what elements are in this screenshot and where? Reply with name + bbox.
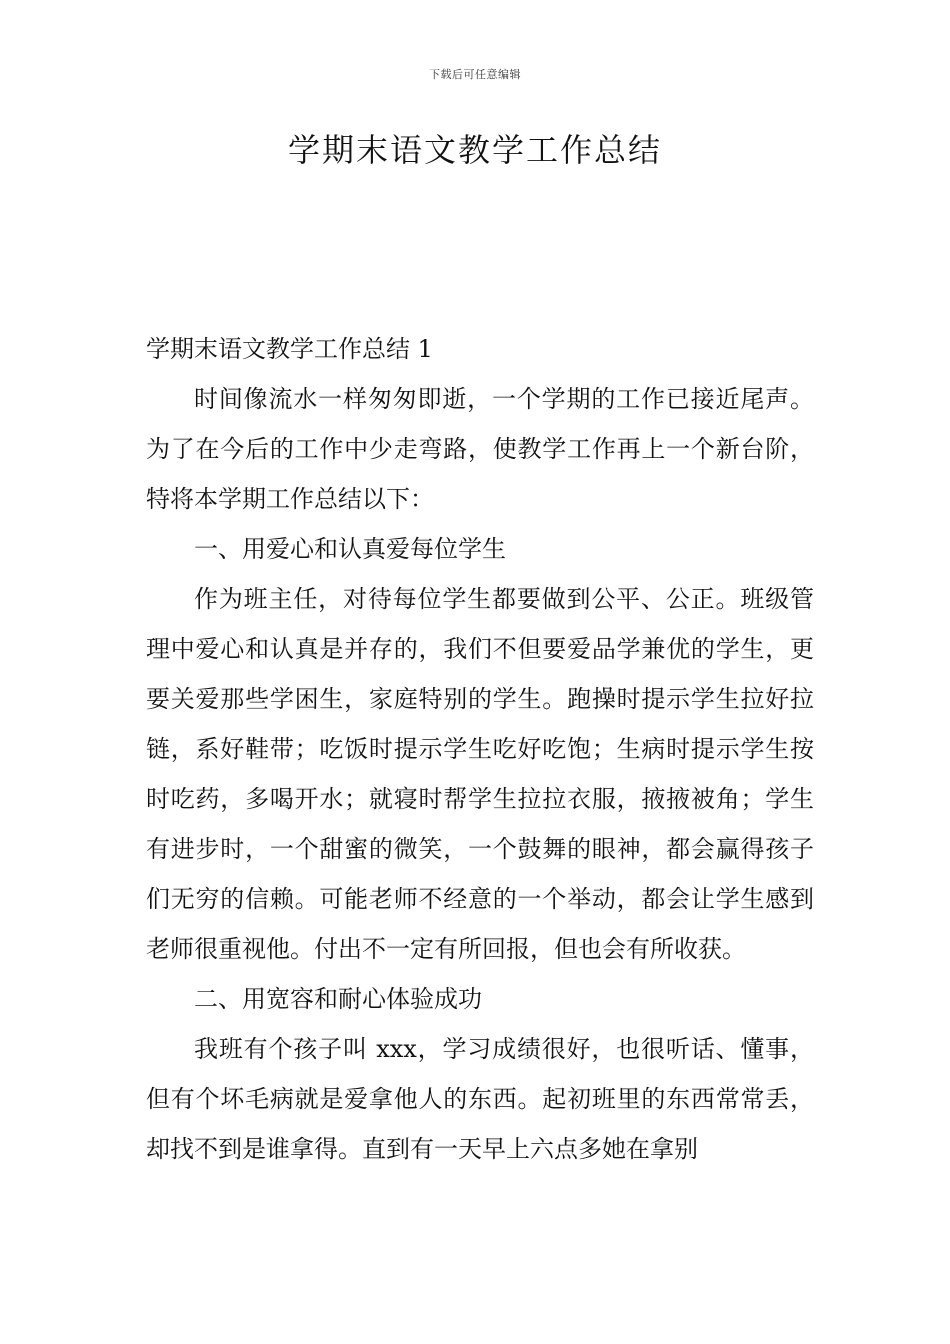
subheading-one: 一、用爱心和认真爱每位学生 bbox=[194, 535, 506, 563]
body-paragraph-continued: 我班有个孩子叫 xxx，学习成绩很好，也很听话、懂事，但有个坏毛病就是爱拿他人的东西。起初班里的东西常常丢，却找不到是谁拿得。直到有一天早上六点多她在拿别 bbox=[146, 1035, 814, 1163]
document-title: 学期末语文教学工作总结 bbox=[287, 131, 662, 169]
document-body bbox=[146, 324, 814, 1174]
body-paragraph: 作为班主任，对待每位学生都要做到公平、公正。班级管理中爱心和认真是并存的，我们不但要爱品学兼优的学生，更要关爱那些学困生，家庭特别的学生。跑操时提示学生拉好拉链，系好鞋带；吃饭时提示学生吃好吃饱；生病时提示学生按时吃药，多喝开水；就寝时帮学生拉拉衣服，掖掖被角；学生有进步时，一个甜蜜的微笑，一个鼓舞的眼神，都会赢得孩子们无穷的信赖。可能老师不经意的一个举动，都会让学生感到老师很重视他。付出不一定有所回报，但也会有所收获。 bbox=[146, 585, 814, 963]
subheading-two: 二、用宽容和耐心体验成功 bbox=[194, 985, 482, 1013]
section-heading: 学期末语文教学工作总结 1 bbox=[146, 335, 433, 363]
header-note: 下载后可任意编辑 bbox=[429, 68, 521, 81]
intro-paragraph: 时间像流水一样匆匆即逝，一个学期的工作已接近尾声。为了在今后的工作中少走弯路，使教学工作再上一个新台阶，特将本学期工作总结以下： bbox=[146, 385, 814, 513]
